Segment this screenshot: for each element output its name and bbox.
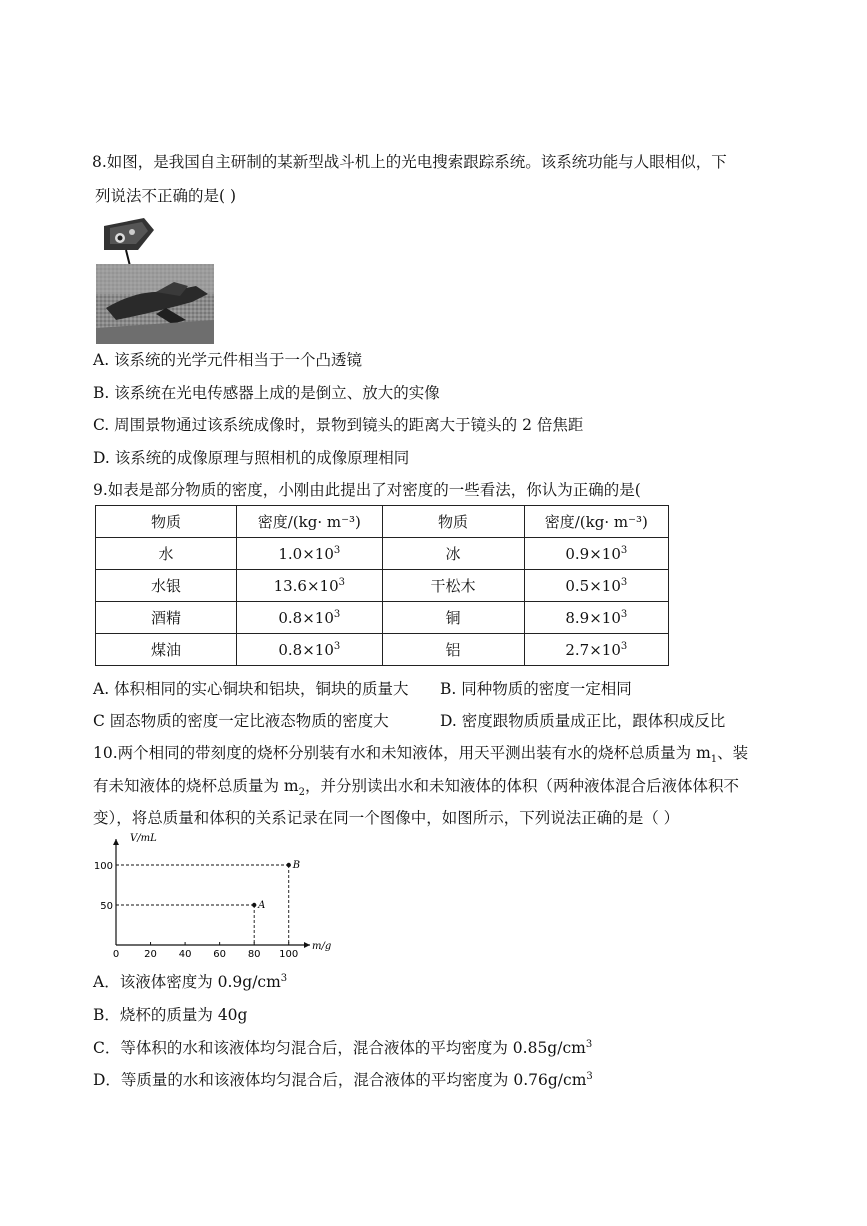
table-cell: $13.6\times 10^3$ xyxy=(237,570,382,602)
table-cell: 干松木 xyxy=(382,570,524,602)
fighter-jet-photo xyxy=(96,216,216,344)
y-axis-arrow xyxy=(113,839,119,845)
q10-stem-line2: 有未知液体的烧杯总质量为 $m_2$，并分别读出水和未知液体的体积（两种液体混合后液体体积不 xyxy=(93,777,740,799)
q9-option-a: A. 体积相同的实心铜块和铝块，铜块的质量大 xyxy=(93,680,409,698)
q8-stem-line1: 8.如图，是我国自主研制的某新型战斗机上的光电搜索跟踪系统。该系统功能与人眼相似，下 xyxy=(92,153,727,171)
point-label: A xyxy=(258,900,266,911)
table-cell: 冰 xyxy=(382,538,524,570)
q10-option-b: B．烧杯的质量为 40g xyxy=(93,1006,248,1024)
data-point xyxy=(252,903,256,907)
table-cell: $2.7\times 10^3$ xyxy=(524,634,668,666)
q8-stem-line2: 列说法不正确的是( ) xyxy=(95,187,237,205)
q10-option-a: A．该液体密度为 $0.9g/cm^3$ xyxy=(93,972,288,991)
x-axis-arrow xyxy=(304,942,310,948)
x-tick-label: 80 xyxy=(247,949,261,960)
q8-option-d: D. 该系统的成像原理与照相机的成像原理相同 xyxy=(93,449,410,467)
q9-option-d: D. 密度跟物质质量成正比，跟体积成反比 xyxy=(440,712,726,730)
table-header-row xyxy=(96,506,669,538)
q9-option-b: B. 同种物质的密度一定相同 xyxy=(440,680,632,698)
x-axis-label: m/g xyxy=(312,941,332,952)
q10-option-c: C．等体积的水和该液体均匀混合后，混合液体的平均密度为 $0.85g/cm^3$ xyxy=(93,1038,593,1057)
table-header: 物质 xyxy=(96,506,237,538)
table-header: 密度/(kg· m⁻³) xyxy=(237,506,382,538)
q10-stem-line3: 变），将总质量和体积的关系记录在同一个图像中，如图所示，下列说法正确的是（ ） xyxy=(93,809,680,827)
table-cell: $0.8\times 10^3$ xyxy=(237,602,382,634)
density-table xyxy=(95,505,669,666)
table-row xyxy=(96,602,669,634)
q10-stem-line1: 10.两个相同的带刻度的烧杯分别装有水和未知液体，用天平测出装有水的烧杯总质量为 $m_1$、装 xyxy=(93,744,749,766)
q9-option-c: C 固态物质的密度一定比液态物质的密度大 xyxy=(93,712,389,730)
q8-option-b: B. 该系统在光电传感器上成的是倒立、放大的实像 xyxy=(93,384,440,402)
y-tick-label: 100 xyxy=(93,861,113,872)
table-row xyxy=(96,634,669,666)
table-cell: 铝 xyxy=(382,634,524,666)
table-cell: 水 xyxy=(96,538,237,570)
table-cell: 水银 xyxy=(96,570,237,602)
x-tick-label: 100 xyxy=(279,949,299,960)
table-cell: 酒精 xyxy=(96,602,237,634)
x-tick-label: 40 xyxy=(178,949,192,960)
q8-option-a: A. 该系统的光学元件相当于一个凸透镜 xyxy=(93,351,363,369)
q10-option-d: D．等质量的水和该液体均匀混合后，混合液体的平均密度为 $0.76g/cm^3$ xyxy=(93,1070,593,1089)
q8-option-c: C. 周围景物通过该系统成像时，景物到镜头的距离大于镜头的 2 倍焦距 xyxy=(93,416,584,434)
q9-stem: 9.如表是部分物质的密度，小刚由此提出了对密度的一些看法，你认为正确的是( xyxy=(93,481,641,499)
y-axis-label: V/mL xyxy=(130,833,157,844)
table-cell: 铜 xyxy=(382,602,524,634)
table-cell: $0.9\times 10^3$ xyxy=(524,538,668,570)
table-cell: $0.8\times 10^3$ xyxy=(237,634,382,666)
table-row xyxy=(96,570,669,602)
table-cell: $0.5\times 10^3$ xyxy=(524,570,668,602)
point-label: B xyxy=(292,860,301,871)
x-tick-label: 20 xyxy=(144,949,157,960)
data-point xyxy=(287,863,291,867)
table-cell: 煤油 xyxy=(96,634,237,666)
table-header: 物质 xyxy=(382,506,524,538)
table-cell: $1.0\times 10^3$ xyxy=(237,538,382,570)
x-tick-label: 0 xyxy=(112,949,120,960)
table-row xyxy=(96,538,669,570)
table-header: 密度/(kg· m⁻³) xyxy=(524,506,668,538)
table-cell: $8.9\times 10^3$ xyxy=(524,602,668,634)
x-tick-label: 60 xyxy=(213,949,227,960)
mass-volume-chart xyxy=(92,833,332,965)
y-tick-label: 50 xyxy=(100,901,113,912)
